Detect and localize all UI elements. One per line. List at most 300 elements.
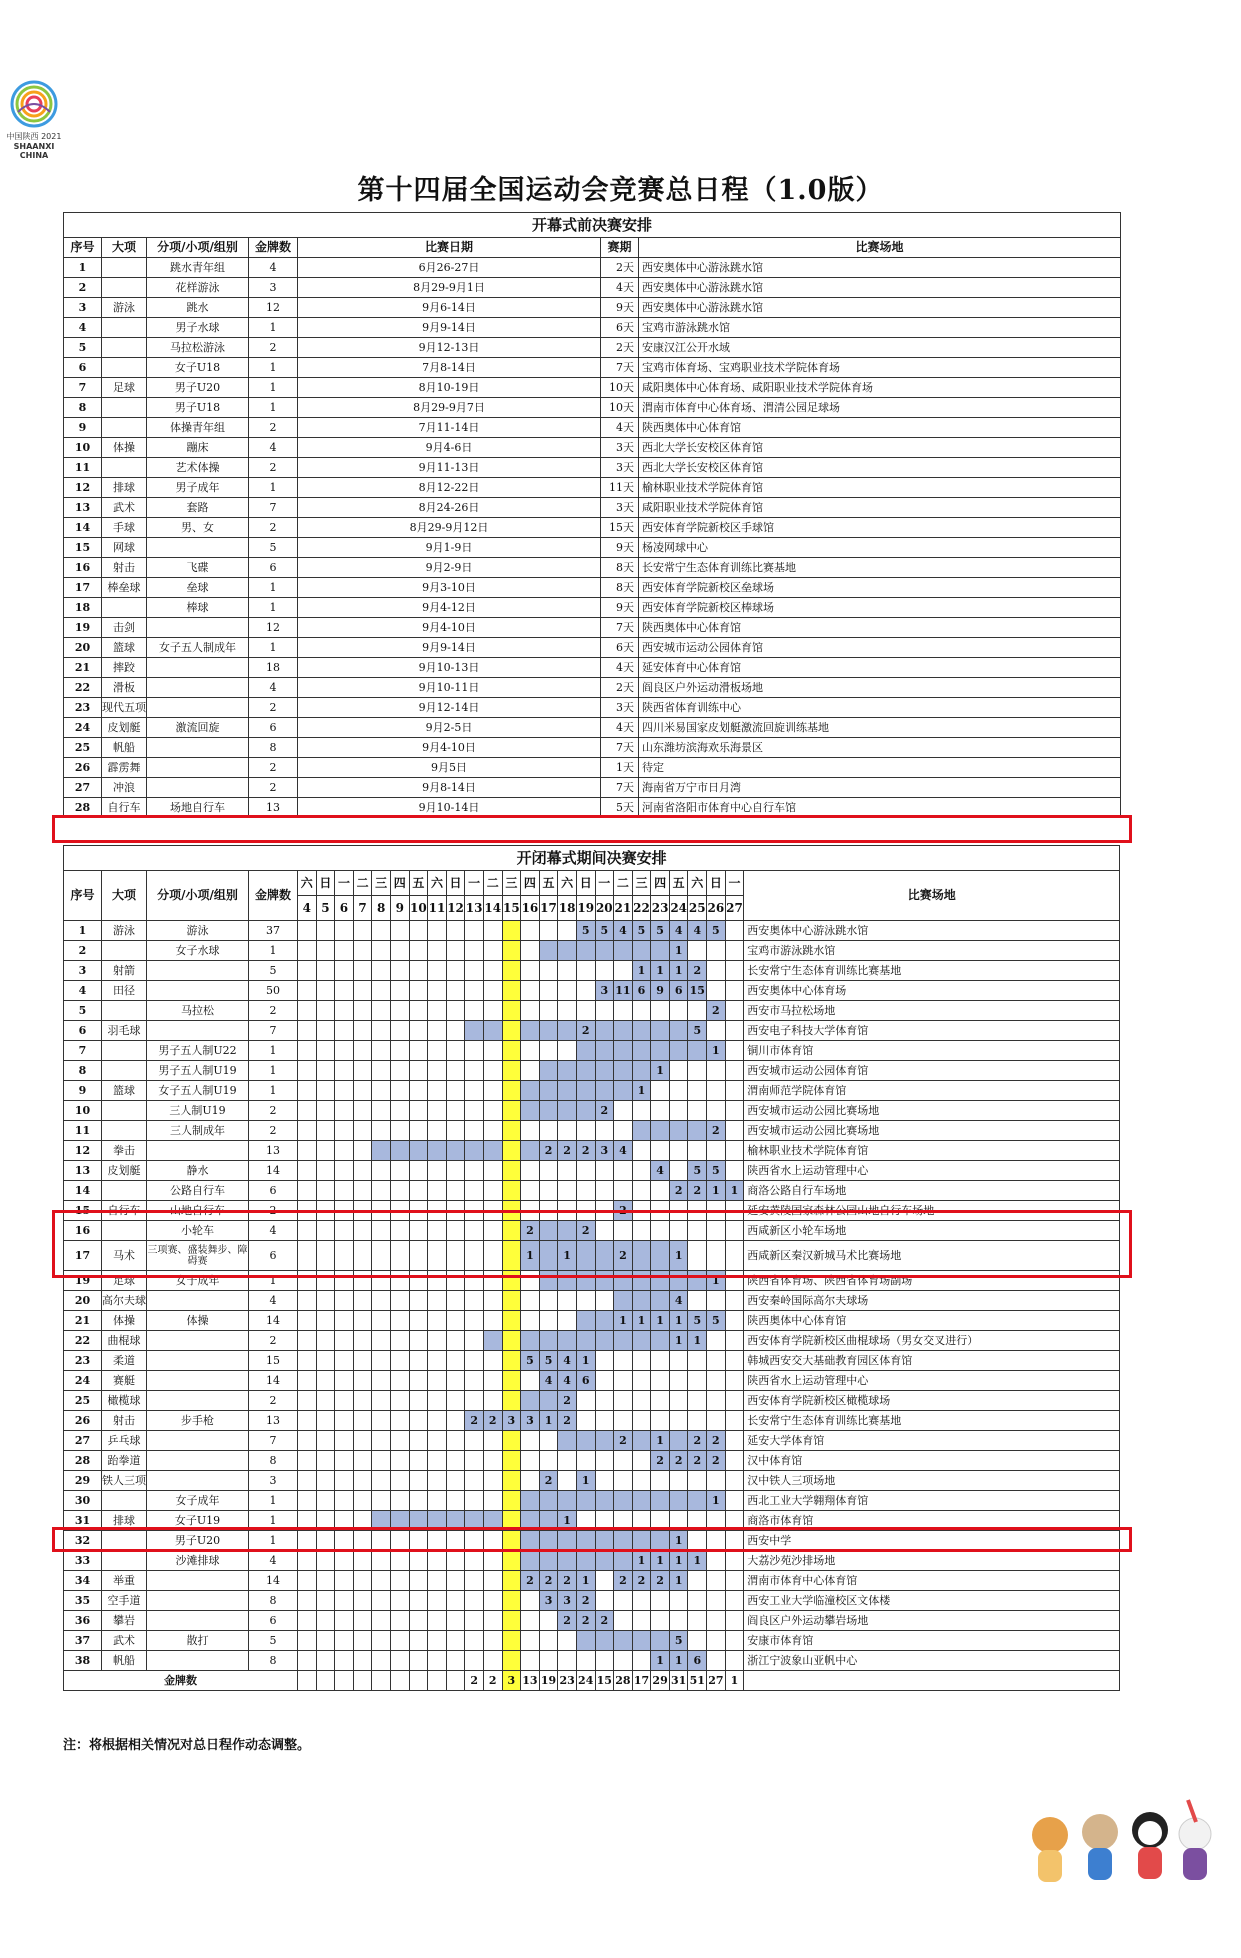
sport-cell — [102, 1121, 147, 1141]
event-cell: 艺术体操 — [147, 458, 249, 478]
schedule-day-cell: 2 — [558, 1391, 577, 1411]
row-number: 19 — [64, 1271, 102, 1291]
empty-day-cell — [335, 1311, 354, 1331]
event-cell: 女子成年 — [147, 1491, 249, 1511]
venue-cell: 阎良区户外运动攀岩场地 — [744, 1611, 1120, 1631]
empty-day-cell — [595, 1161, 614, 1181]
empty-day-cell — [446, 1491, 465, 1511]
schedule-day-cell: 2 — [465, 1411, 484, 1431]
empty-day-cell — [446, 1451, 465, 1471]
row-number: 5 — [64, 338, 102, 358]
empty-day-cell — [539, 981, 558, 1001]
day-cell: 22 — [632, 896, 651, 921]
empty-day-cell — [707, 1391, 726, 1411]
empty-day-cell — [316, 1551, 335, 1571]
empty-day-cell — [502, 1351, 521, 1371]
day-cell: 5 — [316, 896, 335, 921]
empty-day-cell — [688, 1631, 707, 1651]
empty-day-cell — [539, 1041, 558, 1061]
empty-day-cell — [446, 1101, 465, 1121]
duration-cell: 3天 — [601, 438, 639, 458]
venue-cell: 西北大学长安校区体育馆 — [639, 438, 1121, 458]
schedule-day-cell — [651, 941, 670, 961]
event-cell: 女子水球 — [147, 941, 249, 961]
empty-day-cell — [688, 1411, 707, 1431]
empty-day-cell — [335, 1081, 354, 1101]
event-cell: 套路 — [147, 498, 249, 518]
schedule-day-cell: 1 — [669, 1311, 688, 1331]
empty-day-cell — [428, 981, 447, 1001]
day-cell: 6 — [335, 896, 354, 921]
sport-cell — [102, 598, 147, 618]
schedule-day-cell — [595, 1551, 614, 1571]
table-row — [64, 1311, 1120, 1331]
empty-day-cell — [465, 1611, 484, 1631]
empty-day-cell — [335, 1141, 354, 1161]
empty-day-cell — [316, 1391, 335, 1411]
duration-cell: 2天 — [601, 338, 639, 358]
empty-day-cell — [465, 1631, 484, 1651]
schedule-day-cell: 2 — [539, 1471, 558, 1491]
sport-cell — [102, 1551, 147, 1571]
gold-total-cell — [446, 1671, 465, 1691]
empty-day-cell — [558, 1001, 577, 1021]
empty-day-cell — [669, 1351, 688, 1371]
gold-count-cell: 13 — [249, 798, 298, 818]
empty-day-cell — [409, 1431, 428, 1451]
day-cell: 15 — [502, 896, 521, 921]
venue-cell: 铜川市体育馆 — [744, 1041, 1120, 1061]
event-cell — [147, 1331, 249, 1351]
row-number: 25 — [64, 1391, 102, 1411]
weekday-cell: 六 — [428, 871, 447, 896]
gold-count-cell: 1 — [249, 941, 298, 961]
empty-day-cell — [725, 1591, 744, 1611]
empty-day-cell — [428, 1471, 447, 1491]
gold-total-cell — [428, 1671, 447, 1691]
venue-cell: 西安电子科技大学体育馆 — [744, 1021, 1120, 1041]
empty-day-cell — [483, 1351, 502, 1371]
venue-cell: 西安体育学院新校区垒球场 — [639, 578, 1121, 598]
empty-day-cell — [409, 1061, 428, 1081]
sport-cell: 排球 — [102, 478, 147, 498]
empty-day-cell — [446, 961, 465, 981]
gold-count-cell: 5 — [249, 538, 298, 558]
event-cell — [147, 1431, 249, 1451]
schedule-day-cell — [688, 1121, 707, 1141]
row-number: 16 — [64, 558, 102, 578]
empty-day-cell — [465, 921, 484, 941]
day-cell: 24 — [669, 896, 688, 921]
table-row — [64, 1611, 1120, 1631]
empty-day-cell — [465, 1291, 484, 1311]
date-cell: 9月2-9日 — [298, 558, 601, 578]
empty-day-cell — [353, 1631, 372, 1651]
table1-header: 比赛场地 — [639, 238, 1121, 258]
empty-day-cell — [707, 1101, 726, 1121]
sport-cell: 排球 — [102, 1511, 147, 1531]
schedule-day-cell: 1 — [521, 1241, 540, 1271]
gold-count-cell: 8 — [249, 738, 298, 758]
sport-cell — [102, 941, 147, 961]
empty-day-cell — [353, 921, 372, 941]
gold-total-cell: 51 — [688, 1671, 707, 1691]
schedule-day-cell — [539, 1491, 558, 1511]
empty-day-cell — [707, 1081, 726, 1101]
table-row — [64, 1001, 1120, 1021]
empty-day-cell — [316, 1141, 335, 1161]
empty-day-cell — [409, 1471, 428, 1491]
empty-day-cell — [688, 1141, 707, 1161]
schedule-day-cell — [595, 1431, 614, 1451]
empty-day-cell — [390, 1351, 409, 1371]
empty-day-cell — [483, 1611, 502, 1631]
empty-day-cell — [335, 1411, 354, 1431]
empty-day-cell — [316, 1431, 335, 1451]
empty-day-cell — [483, 1161, 502, 1181]
empty-day-cell — [558, 961, 577, 981]
empty-day-cell — [595, 1121, 614, 1141]
event-cell: 步手枪 — [147, 1411, 249, 1431]
empty-day-cell — [298, 1291, 317, 1311]
event-cell: 垒球 — [147, 578, 249, 598]
empty-day-cell — [353, 1391, 372, 1411]
weekday-cell: 日 — [316, 871, 335, 896]
row-number: 15 — [64, 538, 102, 558]
empty-day-cell — [390, 1651, 409, 1671]
empty-day-cell — [595, 1391, 614, 1411]
schedule-day-cell: 2 — [707, 1451, 726, 1471]
sport-cell — [102, 418, 147, 438]
schedule-day-cell — [595, 1061, 614, 1081]
schedule-day-cell: 2 — [576, 1591, 595, 1611]
row-number: 33 — [64, 1551, 102, 1571]
empty-day-cell — [409, 1101, 428, 1121]
gold-count-cell: 3 — [249, 278, 298, 298]
sport-cell: 足球 — [102, 378, 147, 398]
duration-cell: 1天 — [601, 758, 639, 778]
gold-count-cell: 2 — [249, 458, 298, 478]
schedule-day-cell — [576, 1431, 595, 1451]
empty-day-cell — [614, 1001, 633, 1021]
empty-day-cell — [483, 961, 502, 981]
empty-day-cell — [316, 1041, 335, 1061]
empty-day-cell — [316, 1291, 335, 1311]
empty-day-cell — [298, 961, 317, 981]
table-row — [64, 1121, 1120, 1141]
empty-day-cell — [390, 1311, 409, 1331]
empty-day-cell — [446, 1551, 465, 1571]
empty-day-cell — [576, 1391, 595, 1411]
gold-count-cell: 2 — [249, 418, 298, 438]
schedule-day-cell — [483, 1331, 502, 1351]
empty-day-cell — [335, 1371, 354, 1391]
empty-day-cell — [483, 1471, 502, 1491]
event-cell — [147, 1651, 249, 1671]
empty-day-cell — [707, 941, 726, 961]
gold-count-cell: 1 — [249, 1081, 298, 1101]
schedule-day-cell: 2 — [632, 1571, 651, 1591]
row-number: 1 — [64, 258, 102, 278]
schedule-day-cell — [651, 1491, 670, 1511]
weekday-cell: 二 — [614, 871, 633, 896]
schedule-day-cell — [558, 1101, 577, 1121]
schedule-day-cell — [483, 1021, 502, 1041]
event-cell: 体操 — [147, 1311, 249, 1331]
row-number: 2 — [64, 278, 102, 298]
empty-day-cell — [539, 921, 558, 941]
sport-cell: 网球 — [102, 538, 147, 558]
table1-header: 大项 — [102, 238, 147, 258]
sport-cell: 空手道 — [102, 1591, 147, 1611]
event-cell: 场地自行车 — [147, 798, 249, 818]
empty-day-cell — [669, 1001, 688, 1021]
row-number: 35 — [64, 1591, 102, 1611]
empty-day-cell — [725, 1451, 744, 1471]
date-cell: 9月3-10日 — [298, 578, 601, 598]
empty-day-cell — [707, 1351, 726, 1371]
gold-total-cell: 27 — [707, 1671, 726, 1691]
venue-cell: 宝鸡市游泳跳水馆 — [639, 318, 1121, 338]
gold-count-cell: 2 — [249, 1391, 298, 1411]
event-cell: 三项赛、盛装舞步、障碍赛 — [147, 1241, 249, 1271]
empty-day-cell — [316, 1001, 335, 1021]
empty-day-cell — [465, 1041, 484, 1061]
schedule-day-cell — [632, 1631, 651, 1651]
mascots-illustration — [1020, 1790, 1220, 1910]
schedule-day-cell — [632, 1491, 651, 1511]
empty-day-cell — [669, 1101, 688, 1121]
empty-day-cell — [298, 1351, 317, 1371]
schedule-day-cell: 1 — [558, 1511, 577, 1531]
empty-day-cell — [428, 1311, 447, 1331]
empty-day-cell — [521, 1121, 540, 1141]
day-cell: 13 — [465, 896, 484, 921]
table-row — [64, 1021, 1120, 1041]
schedule-day-cell: 3 — [595, 1141, 614, 1161]
empty-day-cell — [502, 1021, 521, 1041]
venue-cell: 西安市马拉松场地 — [744, 1001, 1120, 1021]
empty-day-cell — [390, 1391, 409, 1411]
empty-day-cell — [465, 1311, 484, 1331]
empty-day-cell — [483, 1391, 502, 1411]
sport-cell — [102, 1041, 147, 1061]
empty-day-cell — [428, 1571, 447, 1591]
schedule-day-cell — [390, 1141, 409, 1161]
schedule-day-cell: 1 — [707, 1181, 726, 1201]
empty-day-cell — [725, 1411, 744, 1431]
schedule-day-cell: 1 — [576, 1571, 595, 1591]
schedule-day-cell: 2 — [614, 1241, 633, 1271]
sport-cell: 赛艇 — [102, 1371, 147, 1391]
schedule-day-cell: 2 — [576, 1141, 595, 1161]
table-row — [64, 1451, 1120, 1471]
schedule-day-cell: 1 — [707, 1271, 726, 1291]
schedule-day-cell: 2 — [614, 1571, 633, 1591]
schedule-day-cell — [428, 1141, 447, 1161]
schedule-day-cell — [651, 1021, 670, 1041]
table-row — [64, 338, 1121, 358]
event-cell: 跳水青年组 — [147, 258, 249, 278]
empty-day-cell — [465, 1331, 484, 1351]
empty-day-cell — [576, 1121, 595, 1141]
venue-cell: 商洛市体育馆 — [744, 1511, 1120, 1531]
empty-day-cell — [707, 961, 726, 981]
schedule-day-cell: 1 — [632, 1311, 651, 1331]
event-cell — [147, 1571, 249, 1591]
empty-day-cell — [316, 1371, 335, 1391]
empty-day-cell — [446, 1181, 465, 1201]
empty-day-cell — [725, 1391, 744, 1411]
schedule-day-cell: 2 — [558, 1571, 577, 1591]
schedule-day-cell — [576, 1631, 595, 1651]
day-cell: 14 — [483, 896, 502, 921]
empty-day-cell — [353, 1611, 372, 1631]
empty-day-cell — [725, 1291, 744, 1311]
venue-cell: 宝鸡市体育场、宝鸡职业技术学院体育场 — [639, 358, 1121, 378]
schedule-day-cell — [595, 1331, 614, 1351]
schedule-day-cell — [669, 1041, 688, 1061]
event-cell: 男、女 — [147, 518, 249, 538]
gold-count-cell: 2 — [249, 1101, 298, 1121]
empty-day-cell — [298, 1121, 317, 1141]
empty-day-cell — [539, 1631, 558, 1651]
venue-cell: 西安奥体中心体育场 — [744, 981, 1120, 1001]
duration-cell: 4天 — [601, 278, 639, 298]
event-cell — [147, 981, 249, 1001]
schedule-day-cell: 1 — [651, 1061, 670, 1081]
gold-count-cell: 6 — [249, 718, 298, 738]
schedule-day-cell: 2 — [595, 1611, 614, 1631]
gold-count-cell: 1 — [249, 1041, 298, 1061]
schedule-day-cell: 2 — [539, 1141, 558, 1161]
empty-day-cell — [390, 1451, 409, 1471]
empty-day-cell — [353, 1291, 372, 1311]
schedule-day-cell: 4 — [688, 921, 707, 941]
venue-cell: 西安奥体中心游泳跳水馆 — [639, 258, 1121, 278]
row-number: 20 — [64, 1291, 102, 1311]
empty-day-cell — [483, 1291, 502, 1311]
empty-day-cell — [521, 1061, 540, 1081]
gold-count-cell: 2 — [249, 518, 298, 538]
empty-day-cell — [353, 1081, 372, 1101]
schedule-day-cell — [632, 941, 651, 961]
schedule-day-cell — [539, 1391, 558, 1411]
table-row — [64, 1411, 1120, 1431]
empty-day-cell — [502, 921, 521, 941]
empty-day-cell — [502, 1491, 521, 1511]
sport-cell — [102, 398, 147, 418]
empty-day-cell — [335, 961, 354, 981]
schedule-day-cell: 2 — [651, 1451, 670, 1471]
empty-day-cell — [521, 921, 540, 941]
empty-day-cell — [446, 1161, 465, 1181]
empty-day-cell — [614, 1591, 633, 1611]
day-cell: 18 — [558, 896, 577, 921]
duration-cell: 2天 — [601, 678, 639, 698]
empty-day-cell — [298, 1391, 317, 1411]
empty-day-cell — [428, 941, 447, 961]
empty-day-cell — [446, 1431, 465, 1451]
weekday-cell: 三 — [502, 871, 521, 896]
date-cell: 9月12-13日 — [298, 338, 601, 358]
empty-day-cell — [353, 1451, 372, 1471]
empty-day-cell — [465, 1121, 484, 1141]
row-number: 22 — [64, 1331, 102, 1351]
empty-day-cell — [521, 941, 540, 961]
empty-day-cell — [632, 1141, 651, 1161]
empty-day-cell — [725, 1631, 744, 1651]
sport-cell — [102, 318, 147, 338]
gold-count-cell: 1 — [249, 398, 298, 418]
schedule-day-cell: 4 — [651, 1161, 670, 1181]
empty-day-cell — [707, 1631, 726, 1651]
empty-day-cell — [353, 1061, 372, 1081]
event-cell — [147, 538, 249, 558]
empty-day-cell — [390, 1081, 409, 1101]
empty-day-cell — [316, 1021, 335, 1041]
venue-cell: 海南省万宁市日月湾 — [639, 778, 1121, 798]
empty-day-cell — [409, 1351, 428, 1371]
gold-count-cell: 18 — [249, 658, 298, 678]
empty-day-cell — [428, 1551, 447, 1571]
empty-day-cell — [465, 1431, 484, 1451]
schedule-day-cell: 6 — [632, 981, 651, 1001]
empty-day-cell — [576, 1001, 595, 1021]
schedule-day-cell — [614, 1061, 633, 1081]
empty-day-cell — [390, 1291, 409, 1311]
schedule-day-cell — [688, 1041, 707, 1061]
empty-day-cell — [353, 941, 372, 961]
gold-total-cell — [390, 1671, 409, 1691]
empty-day-cell — [614, 1161, 633, 1181]
schedule-day-cell: 2 — [614, 1201, 633, 1221]
empty-day-cell — [390, 1121, 409, 1141]
row-number: 1 — [64, 921, 102, 941]
empty-day-cell — [372, 1611, 391, 1631]
event-cell: 沙滩排球 — [147, 1551, 249, 1571]
empty-day-cell — [465, 1591, 484, 1611]
empty-day-cell — [409, 961, 428, 981]
empty-day-cell — [298, 1181, 317, 1201]
schedule-day-cell — [558, 1431, 577, 1451]
empty-day-cell — [446, 1471, 465, 1491]
row-number: 22 — [64, 678, 102, 698]
table-row — [64, 1491, 1120, 1511]
schedule-day-cell — [521, 1491, 540, 1511]
empty-day-cell — [298, 1451, 317, 1471]
sport-cell — [102, 1101, 147, 1121]
empty-day-cell — [558, 921, 577, 941]
empty-day-cell — [632, 1471, 651, 1491]
empty-day-cell — [632, 1371, 651, 1391]
sport-cell: 冲浪 — [102, 778, 147, 798]
empty-day-cell — [446, 1061, 465, 1081]
schedule-day-cell: 1 — [669, 1331, 688, 1351]
empty-day-cell — [614, 1181, 633, 1201]
row-number: 5 — [64, 1001, 102, 1021]
schedule-day-cell: 5 — [576, 921, 595, 941]
schedule-day-cell: 1 — [651, 961, 670, 981]
duration-cell: 3天 — [601, 698, 639, 718]
day-cell: 9 — [390, 896, 409, 921]
empty-day-cell — [465, 1471, 484, 1491]
schedule-day-cell — [576, 1081, 595, 1101]
day-cell: 12 — [446, 896, 465, 921]
gold-count-cell: 8 — [249, 1651, 298, 1671]
empty-day-cell — [614, 1611, 633, 1631]
highlight-box-cycling — [52, 1210, 1132, 1278]
